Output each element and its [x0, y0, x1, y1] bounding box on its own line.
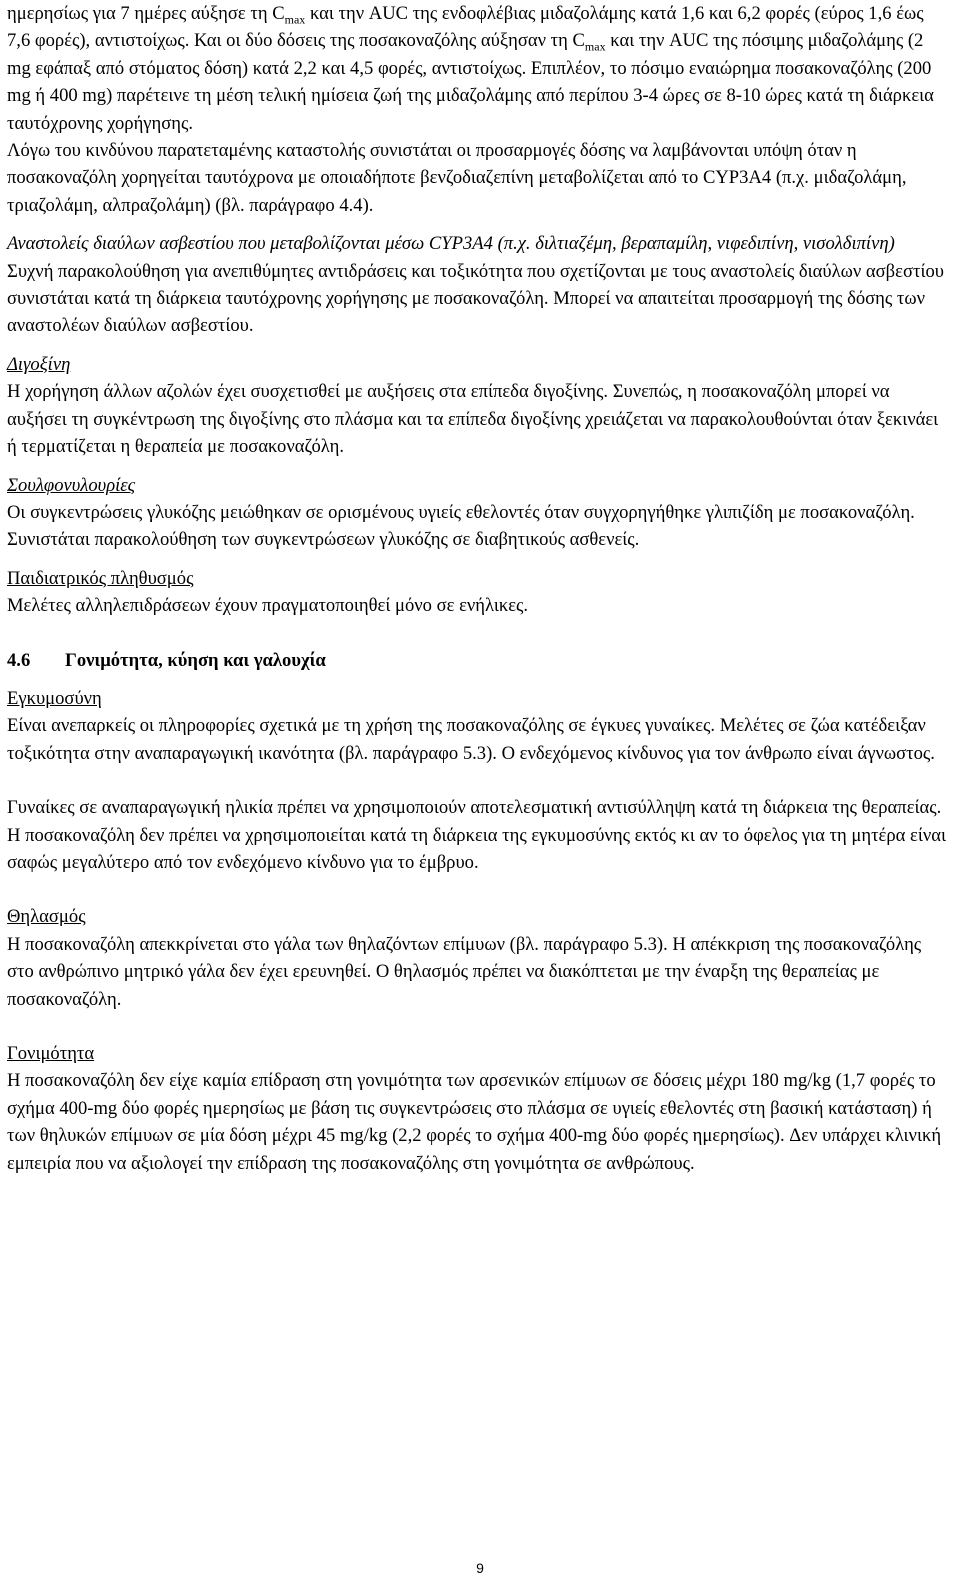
paragraph-pediatric: Μελέτες αλληλεπιδράσεων έχουν πραγματοποιηθεί μόνο σε ενήλικες.: [7, 595, 529, 617]
page-number: 9: [476, 1560, 484, 1576]
document-page: [7, 0, 951, 1177]
paragraph-breastfeeding: Η ποσακοναζόλη απεκκρίνεται στο γάλα των θηλαζόντων επίμυων (βλ. παράγραφο 5.3). Η απέκκριση της ποσακοναζόλης στο ανθρώπινο μητρικό γάλα δεν έχει ερευνηθεί. Ο θηλασμός πρέπει να διακόπτεται με την έναρξη της θεραπείας με ποσακοναζόλη.: [7, 933, 922, 1010]
paragraph-sulfonylureas: Οι συγκεντρώσεις γλυκόζης μειώθηκαν σε ορισμένους υγιείς εθελοντές όταν συγχορηγήθηκε γλιπιζίδη με ποσακοναζόλη. Συνιστάται παρακολούθηση των συγκεντρώσεων γλυκόζης σε διαβητικούς ασθενείς.: [7, 501, 915, 551]
heading-calcium-channel-blockers: Αναστολείς διαύλων ασβεστίου που μεταβολίζονται μέσω CYP3A4 (π.χ. διλτιαζέμη, βεραπαμίλη, νιφεδιπίνη, νισολδιπίνη): [7, 233, 895, 255]
section-number: 4.6: [7, 649, 31, 671]
heading-breastfeeding: Θηλασμός: [7, 906, 86, 928]
heading-pediatric: Παιδιατρικός πληθυσμός: [7, 567, 194, 589]
paragraph-benzodiazepine-warning: Λόγω του κινδύνου παρατεταμένης καταστολής συνιστάται οι προσαρμογές δόσης να λαμβάνονται υπόψη όταν η ποσακοναζόλη χορηγείται ταυτόχρονα με οποιαδήποτε βενζοδιαζεπίνη μεταβολίζεται από το CYP3A4 (π.χ. μιδαζολάμη, τριαζολάμη, αλπραζολάμη) (βλ. παράγραφο 4.4).: [7, 140, 907, 216]
paragraph-fertility: Η ποσακοναζόλη δεν είχε καμία επίδραση στη γονιμότητα των αρσενικών επίμυων σε δόσεις μέχρι 180 mg/kg (1,7 φορές το σχήμα 400-mg δύο φορές ημερησίως με βάση τις συγκεντρώσεις στο πλάσμα σε υγιείς εθελοντές στη βασική κατάσταση) ή των θηλυκών επίμυων σε μία δόση μέχρι 45 mg/kg (2,2 φορές το σχήμα 400-mg δύο φορές ημερησίως). Δεν υπάρχει κλινική εμπειρία που να αξιολογεί την επίδραση της ποσακοναζόλης στη γονιμότητα σε ανθρώπους.: [7, 1070, 942, 1174]
paragraph-pregnancy-1: Είναι ανεπαρκείς οι πληροφορίες σχετικά με τη χρήση της ποσακοναζόλης σε έγκυες γυναίκες. Μελέτες σε ζώα κατέδειξαν τοξικότητα στην αναπαραγωγική ικανότητα (βλ. παράγραφο 5.3). Ο ενδεχόμενος κίνδυνος για τον άνθρωπο είναι άγνωστος.: [7, 715, 935, 764]
paragraph-midazolam-pk: ημερησίως για 7 ημέρες αύξησε τη $C_{max}$ και την AUC της ενδοφλέβιας μιδαζολάμης κατά 1,6 και 6,2 φορές (εύρος 1,6 έως 7,6 φορές), αντιστοίχως. Και οι δύο δόσεις της ποσακοναζόλης αύξησαν τη $C_{max}$ και την AUC της πόσιμης μιδαζολάμης (2 mg εφάπαξ από στόματος δόση) κατά 2,2 και 4,5 φορές, αντιστοίχως. Επιπλέον, το πόσιμο εναιώρημα ποσακοναζόλης (200 mg ή 400 mg) παρέτεινε τη μέση τελική ημίσεια ζωή της μιδαζολάμης από περίπου 3-4 ώρες σε 8-10 ώρες κατά τη διάρκεια ταυτόχρονης χορήγησης.: [7, 3, 934, 134]
paragraph-calcium-channel-blockers: Συχνή παρακολούθηση για ανεπιθύμητες αντιδράσεις και τοξικότητα που σχετίζονται με τους αναστολείς διαύλων ασβεστίου συνιστάται κατά τη διάρκεια ταυτόχρονης χορήγησης με ποσακοναζόλη. Μπορεί να απαιτείται προσαρμογή της δόσης των αναστολέων διαύλων ασβεστίου.: [7, 260, 944, 337]
section-title-text: Γονιμότητα, κύηση και γαλουχία: [65, 649, 326, 671]
heading-sulfonylureas: Σουλφονυλουρίες: [7, 474, 136, 496]
paragraph-pregnancy-2: Γυναίκες σε αναπαραγωγική ηλικία πρέπει να χρησιμοποιούν αποτελεσματική αντισύλληψη κατά τη διάρκεια της θεραπείας. Η ποσακοναζόλη δεν πρέπει να χρησιμοποιείται κατά τη διάρκεια της εγκυμοσύνης εκτός κι αν το όφελος για τη μητέρα είναι σαφώς μεγαλύτερο από τον ενδεχόμενο κίνδυνο για το έμβρυο.: [7, 797, 946, 873]
paragraph-digoxin: Η χορήγηση άλλων αζολών έχει συσχετισθεί με αυξήσεις στα επίπεδα διγοξίνης. Συνεπώς, η ποσακοναζόλη μπορεί να αυξήσει τη συγκέντρωση της διγοξίνης στο πλάσμα και τα επίπεδα διγοξίνης χρειάζεται να παρακολουθούνται όταν ξεκινάει ή τερματίζεται η θεραπεία με ποσακοναζόλη.: [7, 381, 939, 458]
section-title-4-6: [7, 647, 951, 674]
heading-pregnancy: Εγκυμοσύνη: [7, 687, 102, 709]
heading-fertility: Γονιμότητα: [7, 1043, 95, 1064]
heading-digoxin: Διγοξίνη: [7, 353, 71, 375]
